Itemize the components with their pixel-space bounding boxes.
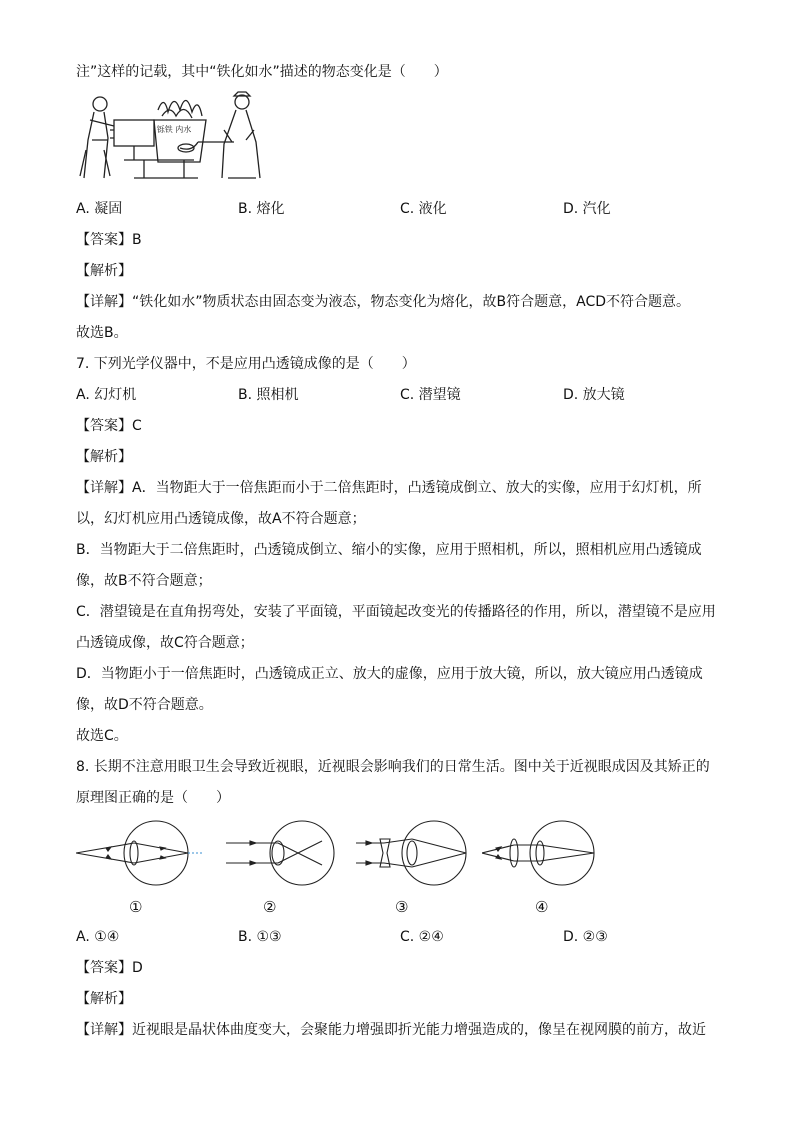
furnace-inscription: 铄铁 内水	[156, 125, 192, 134]
q7-option-a: A. 幻灯机	[76, 387, 137, 403]
eye-diagram-label-3: ③	[395, 898, 409, 916]
q8-stem-line-1: 8. 长期不注意用眼卫生会导致近视眼，近视眼会影响我们的日常生活。图中关于近视眼成因及其矫正的	[76, 759, 710, 775]
q8-option-d: D. ②③	[563, 929, 608, 945]
q6-detail: 【详解】“铁化如水”物质状态由固态变为液态，物态变化为熔化，故B符合题意，ACD不符合题意。	[76, 294, 690, 310]
q7-answer: 【答案】C	[76, 418, 142, 434]
eye-diagram-label-2: ②	[263, 898, 277, 916]
q6-conclusion: 故选B。	[76, 325, 128, 341]
q7-analysis-heading: 【解析】	[76, 449, 132, 465]
q6-option-d: D. 汽化	[563, 201, 611, 217]
q7-option-d: D. 放大镜	[563, 387, 625, 403]
q6-stem-tail: 注”这样的记载，其中“铁化如水”描述的物态变化是（ ）	[76, 64, 448, 80]
eye-diagram-2	[222, 815, 352, 895]
q7-detail-line: C．潜望镜是在直角拐弯处，安装了平面镜，平面镜起改变光的传播路径的作用，所以，潜望镜不是应用	[76, 604, 716, 620]
iron-smelting-illustration	[74, 90, 274, 186]
q6-option-a: A. 凝固	[76, 201, 123, 217]
eye-diagram-label-4: ④	[535, 898, 549, 916]
eye-diagram-3	[352, 815, 482, 895]
q6-analysis-heading: 【解析】	[76, 263, 132, 279]
q6-answer: 【答案】B	[76, 232, 142, 248]
q7-detail-line: D．当物距小于一倍焦距时，凸透镜成正立、放大的虚像，应用于放大镜，所以，放大镜应用凸透镜成	[76, 666, 703, 682]
eye-diagram-4	[482, 815, 612, 895]
q8-stem-line-2: 原理图正确的是（ ）	[76, 790, 230, 806]
q8-answer: 【答案】D	[76, 960, 143, 976]
q7-detail-line: 像，故D不符合题意。	[76, 697, 213, 713]
q7-option-c: C. 潜望镜	[400, 387, 461, 403]
q7-detail-line: 像，故B不符合题意；	[76, 573, 212, 589]
q8-detail: 【详解】近视眼是晶状体曲度变大，会聚能力增强即折光能力增强造成的，像呈在视网膜的前方，故近	[76, 1022, 706, 1038]
q7-stem: 7. 下列光学仪器中，不是应用凸透镜成像的是（ ）	[76, 356, 416, 372]
q8-option-a: A. ①④	[76, 929, 120, 945]
eye-diagram-label-1: ①	[129, 898, 143, 916]
q7-detail-line: B．当物距大于二倍焦距时，凸透镜成倒立、缩小的实像，应用于照相机，所以，照相机应用凸透镜成	[76, 542, 702, 558]
q7-detail-line: 以，幻灯机应用凸透镜成像，故A不符合题意；	[76, 511, 366, 527]
q7-detail-line: 凸透镜成像，故C符合题意；	[76, 635, 254, 651]
q7-detail-line: 【详解】A．当物距大于一倍焦距而小于二倍焦距时，凸透镜成倒立、放大的实像，应用于幻灯机，所	[76, 480, 702, 496]
q7-option-b: B. 照相机	[238, 387, 299, 403]
q7-conclusion: 故选C。	[76, 728, 128, 744]
eye-diagram-1	[76, 815, 206, 895]
q8-analysis-heading: 【解析】	[76, 991, 132, 1007]
q6-option-b: B. 熔化	[238, 201, 285, 217]
q6-option-c: C. 液化	[400, 201, 447, 217]
q8-option-b: B. ①③	[238, 929, 282, 945]
q8-option-c: C. ②④	[400, 929, 444, 945]
